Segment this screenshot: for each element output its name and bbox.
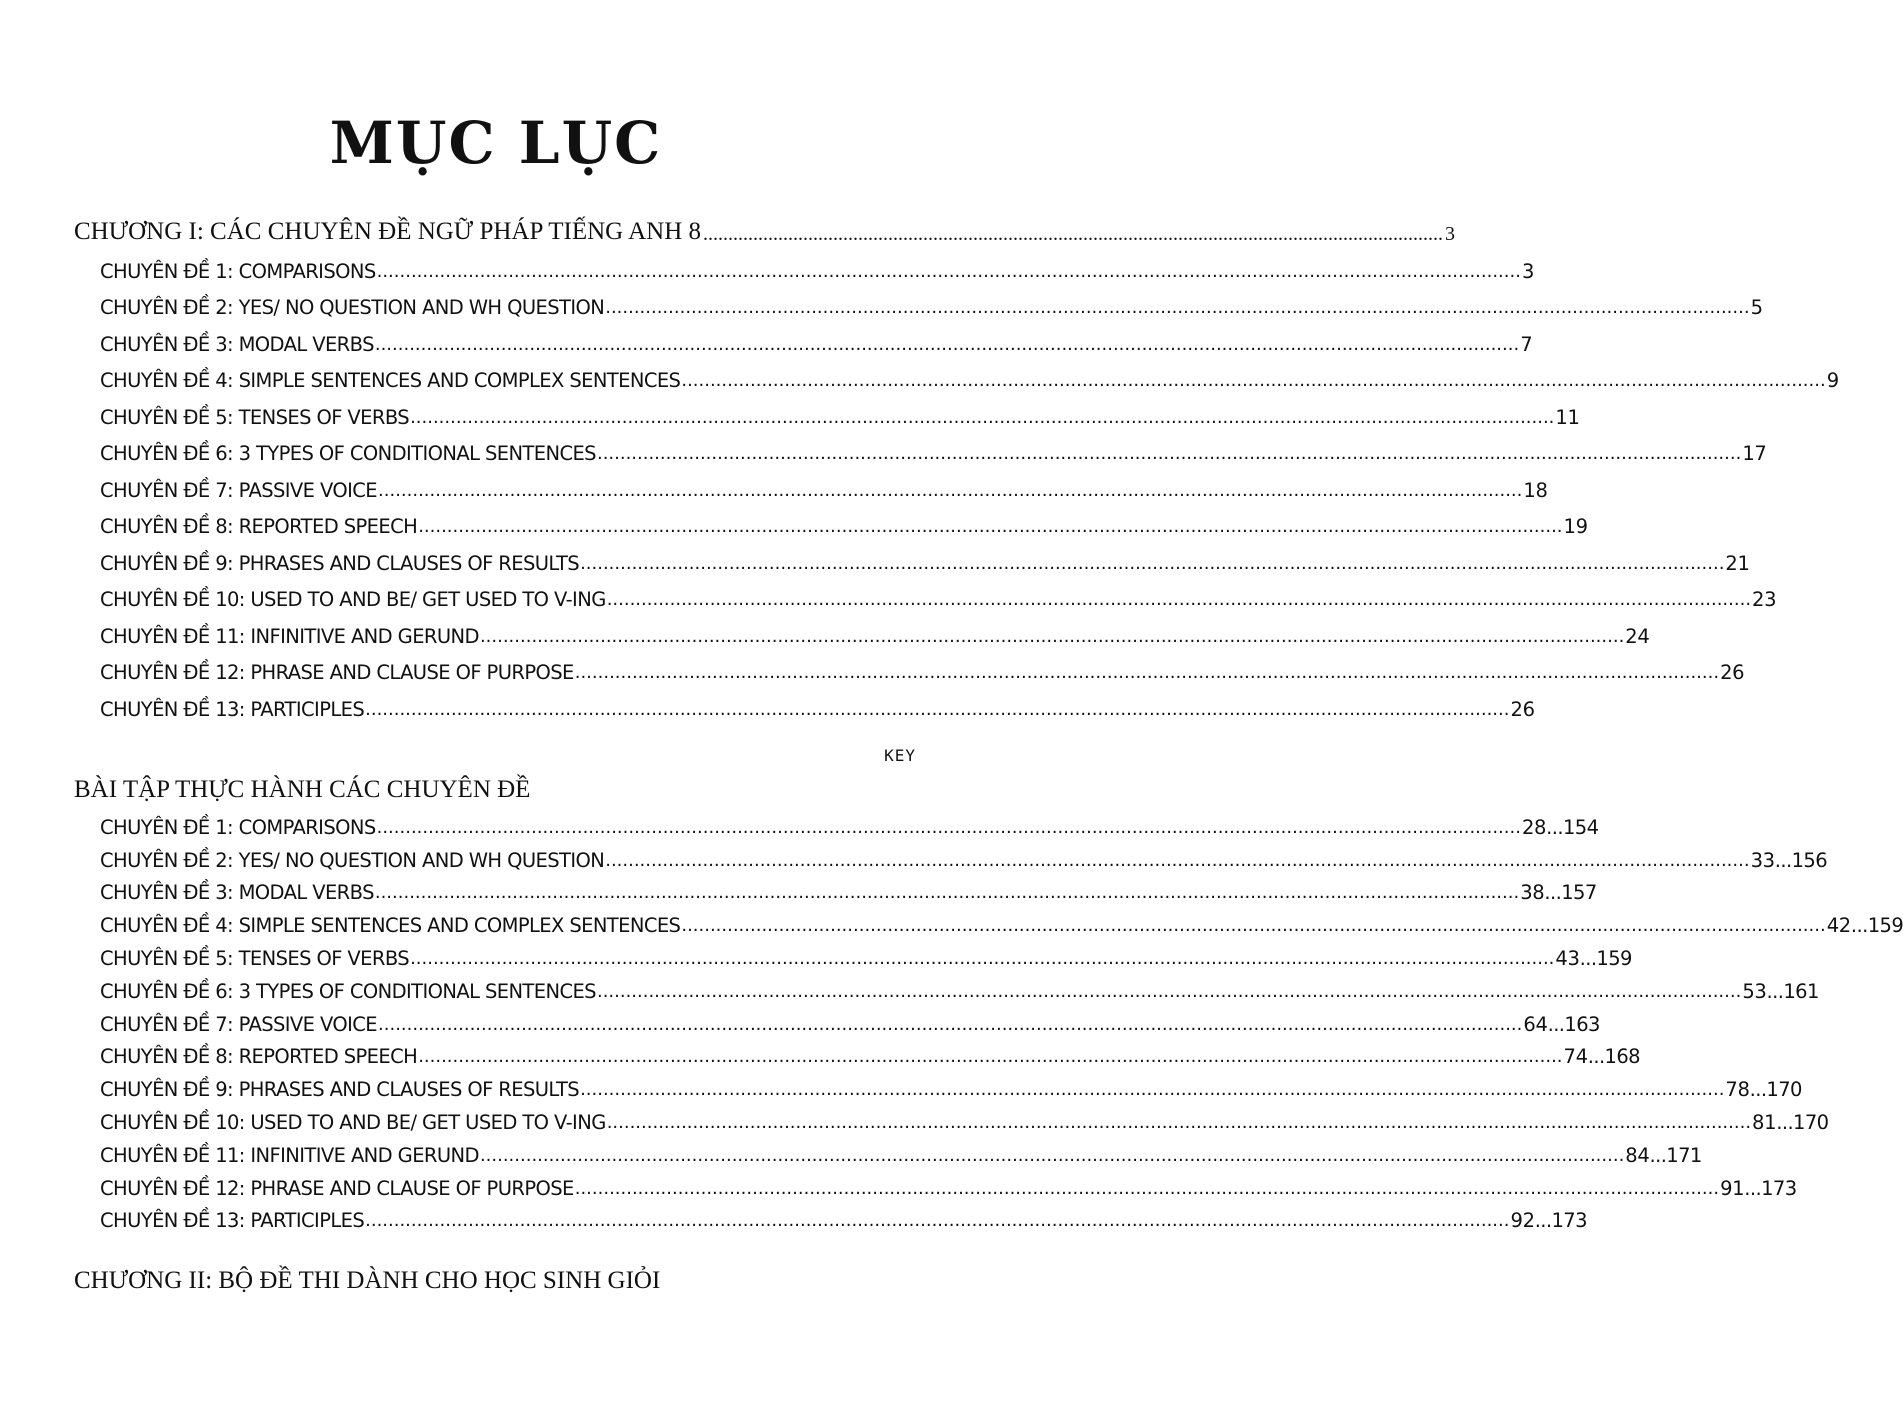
dot-leader: ........................................................................................................................................................................................................: [574, 1177, 1720, 1199]
exercise-entry-lead: [100, 946, 1555, 972]
exercise-entry-lead: [100, 1176, 1720, 1202]
exercise-entry-key-page: ...170: [1776, 1110, 1829, 1134]
exercise-entry-label: CHUYÊN ĐỀ 12: PHRASE AND CLAUSE OF PURPOSE: [100, 1176, 574, 1200]
chapter-1-title: CHƯƠNG I: CÁC CHUYÊN ĐỀ NGỮ PHÁP TIẾNG ANH 8: [74, 218, 702, 245]
exercise-entry-key-page: ...163: [1547, 1012, 1600, 1036]
toc-entry[interactable]: [100, 686, 1535, 723]
dot-leader: ....................................................................................................................................................: [703, 223, 1444, 245]
exercise-entry[interactable]: [100, 972, 1819, 1005]
toc-entry[interactable]: [100, 613, 1650, 650]
toc-entry-label: CHUYÊN ĐỀ 2: YES/ NO QUESTION AND WH QUESTION: [100, 296, 605, 319]
exercise-entry[interactable]: [100, 874, 1597, 907]
exercise-entry-page: 64: [1523, 1012, 1548, 1036]
exercise-entry-label: CHUYÊN ĐỀ 6: 3 TYPES OF CONDITIONAL SENTENCES: [100, 979, 596, 1003]
dot-leader: ........................................................................................................................................................................................................: [374, 882, 1520, 904]
toc-entry-page: 9: [1826, 369, 1839, 392]
toc-entry-label: CHUYÊN ĐỀ 11: INFINITIVE AND GERUND: [100, 624, 479, 648]
exercise-entry-page: 92: [1510, 1209, 1535, 1233]
dot-leader: ........................................................................................................................................................................................................: [376, 260, 1521, 282]
toc-entry-page: 19: [1563, 515, 1588, 538]
toc-entry-label: CHUYÊN ĐỀ 1: COMPARISONS: [100, 259, 376, 283]
toc-entry[interactable]: [100, 394, 1580, 431]
exercise-entry-lead: [100, 1077, 1725, 1103]
dot-leader: ........................................................................................................................................................................................................: [580, 552, 1725, 574]
exercise-entry-label: CHUYÊN ĐỀ 1: COMPARISONS: [100, 815, 376, 839]
exercise-entry[interactable]: [100, 841, 1827, 874]
exercise-entry[interactable]: [100, 1103, 1829, 1136]
exercise-entry-page: 78: [1725, 1078, 1750, 1102]
key-column-header: KEY: [884, 746, 916, 765]
section-2-title: BÀI TẬP THỰC HÀNH CÁC CHUYÊN ĐỀ: [74, 776, 531, 803]
exercise-entry-lead: [100, 1044, 1564, 1070]
exercise-entry-key-page: ...168: [1587, 1045, 1640, 1069]
dot-leader: ........................................................................................................................................................................................................: [410, 406, 1555, 428]
exercise-entry-label: CHUYÊN ĐỀ 9: PHRASES AND CLAUSES OF RESULTS: [100, 1078, 580, 1102]
toc-entry[interactable]: [100, 321, 1533, 358]
dot-leader: ........................................................................................................................................................................................................: [410, 947, 1555, 969]
exercise-entry-lead: [100, 815, 1522, 841]
dot-leader: ........................................................................................................................................................................................................: [378, 1013, 1523, 1035]
exercise-entry-key-page: ...173: [1534, 1209, 1587, 1233]
exercise-entry-lead: [100, 848, 1751, 874]
exercise-entry-page: 84: [1625, 1143, 1650, 1167]
exercise-entry-key-page: ...161: [1766, 979, 1819, 1003]
exercise-entry-label: CHUYÊN ĐỀ 10: USED TO AND BE/ GET USED TO V-ING: [100, 1110, 606, 1134]
exercise-entry-page: 38: [1520, 881, 1545, 905]
toc-entry-page: 23: [1752, 588, 1777, 611]
toc-entry[interactable]: [100, 248, 1535, 285]
exercise-entry-lead: [100, 880, 1520, 906]
exercise-entry[interactable]: [100, 1005, 1600, 1038]
exercise-entry-label: CHUYÊN ĐỀ 5: TENSES OF VERBS: [100, 946, 410, 970]
exercise-entry-lead: [100, 1012, 1523, 1038]
toc-entry[interactable]: [100, 540, 1750, 577]
exercise-entry-page: 74: [1563, 1045, 1588, 1069]
toc-entry-page: 11: [1555, 405, 1580, 429]
toc-entry[interactable]: [100, 285, 1763, 322]
dot-leader: ........................................................................................................................................................................................................: [606, 1111, 1752, 1133]
exercise-entry[interactable]: [100, 939, 1632, 972]
exercise-entry[interactable]: [100, 1038, 1640, 1071]
exercise-entry-label: CHUYÊN ĐỀ 8: REPORTED SPEECH: [100, 1045, 418, 1069]
exercise-entry-label: CHUYÊN ĐỀ 7: PASSIVE VOICE: [100, 1012, 378, 1036]
exercise-entry-lead: [100, 1110, 1752, 1136]
chapter-1-toc: [100, 248, 1839, 723]
exercise-entry-label: CHUYÊN ĐỀ 13: PARTICIPLES: [100, 1209, 365, 1233]
exercise-entry-lead: [100, 979, 1742, 1005]
toc-entry[interactable]: [100, 650, 1745, 687]
toc-entry-label: CHUYÊN ĐỀ 8: REPORTED SPEECH: [100, 515, 418, 538]
toc-entry[interactable]: [100, 358, 1839, 395]
dot-leader: ........................................................................................................................................................................................................: [596, 980, 1742, 1002]
exercise-entry-key-page: ...154: [1546, 815, 1599, 839]
chapter-1-entry[interactable]: [74, 214, 1456, 248]
toc-entry[interactable]: [100, 577, 1777, 614]
exercise-entry-page: 43: [1555, 946, 1580, 970]
dot-leader: ........................................................................................................................................................................................................: [418, 1046, 1563, 1068]
toc-entry[interactable]: [100, 431, 1767, 468]
exercise-entry-key-page: ...171: [1649, 1143, 1702, 1167]
exercise-entry[interactable]: [100, 1070, 1802, 1103]
toc-entry-label: CHUYÊN ĐỀ 3: MODAL VERBS: [100, 332, 374, 356]
toc-entry-label: CHUYÊN ĐỀ 4: SIMPLE SENTENCES AND COMPLEX SENTENCES: [100, 369, 681, 392]
chapter-2-title[interactable]: CHƯƠNG II: BỘ ĐỀ THI DÀNH CHO HỌC SINH GIỎI: [74, 1267, 661, 1294]
exercise-entry[interactable]: [100, 1202, 1587, 1235]
toc-entry-label: CHUYÊN ĐỀ 13: PARTICIPLES: [100, 697, 365, 721]
dot-leader: ........................................................................................................................................................................................................: [365, 1210, 1510, 1232]
exercise-entry-label: CHUYÊN ĐỀ 2: YES/ NO QUESTION AND WH QUESTION: [100, 848, 605, 872]
exercise-entry-key-page: ...159: [1579, 946, 1632, 970]
exercise-entry[interactable]: [100, 808, 1599, 841]
toc-entry-page: 5: [1750, 296, 1763, 319]
exercise-entry-lead: [100, 1208, 1510, 1234]
page-title: MỤC LỤC: [329, 109, 663, 177]
toc-entry-page: 3: [1521, 259, 1535, 283]
toc-entry[interactable]: [100, 504, 1588, 541]
exercise-entry-page: 91: [1720, 1176, 1745, 1200]
toc-entry-page: 24: [1625, 624, 1650, 648]
toc-entry-page: 18: [1523, 478, 1548, 502]
exercise-entry[interactable]: [100, 1169, 1797, 1202]
exercise-entry-lead: [100, 1143, 1625, 1169]
exercise-entry-key-page: ...173: [1744, 1176, 1797, 1200]
exercise-entry-page: 33: [1750, 848, 1775, 872]
toc-entry-label: CHUYÊN ĐỀ 7: PASSIVE VOICE: [100, 478, 378, 502]
dot-leader: ........................................................................................................................................................................................................: [681, 370, 1826, 391]
exercise-entry[interactable]: [100, 906, 1903, 939]
dot-leader: ........................................................................................................................................................................................................: [479, 1144, 1625, 1166]
dot-leader: ........................................................................................................................................................................................................: [605, 297, 1750, 318]
dot-leader: ........................................................................................................................................................................................................: [376, 816, 1521, 838]
toc-entry-label: CHUYÊN ĐỀ 12: PHRASE AND CLAUSE OF PURPOSE: [100, 661, 574, 684]
dot-leader: ........................................................................................................................................................................................................: [681, 915, 1826, 937]
exercise-entry-key-page: ...170: [1749, 1078, 1802, 1102]
exercise-entry-page: 53: [1742, 979, 1767, 1003]
dot-leader: ........................................................................................................................................................................................................: [580, 1079, 1725, 1101]
exercise-entry-page: 42: [1826, 914, 1851, 938]
toc-entry-page: 26: [1510, 697, 1535, 721]
dot-leader: ........................................................................................................................................................................................................: [606, 589, 1752, 610]
dot-leader: ........................................................................................................................................................................................................: [374, 333, 1520, 355]
exercise-entry-key-page: ...157: [1544, 881, 1597, 905]
toc-entry-label: CHUYÊN ĐỀ 6: 3 TYPES OF CONDITIONAL SENTENCES: [100, 442, 596, 465]
dot-leader: ........................................................................................................................................................................................................: [574, 662, 1720, 683]
toc-entry-page: 26: [1720, 661, 1745, 684]
exercise-entry-label: CHUYÊN ĐỀ 11: INFINITIVE AND GERUND: [100, 1143, 479, 1167]
dot-leader: ........................................................................................................................................................................................................: [378, 479, 1523, 501]
dot-leader: ........................................................................................................................................................................................................: [418, 516, 1563, 537]
exercise-entry-key-page: ...156: [1774, 848, 1827, 872]
exercise-entry-page: 28: [1521, 815, 1547, 839]
exercise-entry-key-page: ...159: [1850, 914, 1903, 938]
dot-leader: ........................................................................................................................................................................................................: [365, 698, 1510, 720]
exercise-entry-page: 81: [1752, 1110, 1777, 1134]
exercise-entry[interactable]: [100, 1136, 1702, 1169]
toc-entry[interactable]: [100, 467, 1548, 504]
exercises-toc: [100, 808, 1903, 1234]
dot-leader: ........................................................................................................................................................................................................: [479, 625, 1625, 647]
dot-leader: ........................................................................................................................................................................................................: [605, 849, 1750, 871]
toc-entry-label: CHUYÊN ĐỀ 10: USED TO AND BE/ GET USED TO V-ING: [100, 588, 606, 611]
exercise-entry-lead: [100, 913, 1827, 939]
toc-entry-page: 17: [1742, 442, 1767, 465]
exercise-entry-label: CHUYÊN ĐỀ 4: SIMPLE SENTENCES AND COMPLEX SENTENCES: [100, 914, 681, 938]
toc-entry-page: 7: [1520, 332, 1533, 356]
toc-entry-label: CHUYÊN ĐỀ 9: PHRASES AND CLAUSES OF RESULTS: [100, 551, 580, 575]
toc-entry-page: 21: [1725, 551, 1750, 575]
exercise-entry-label: CHUYÊN ĐỀ 3: MODAL VERBS: [100, 881, 374, 905]
toc-entry-label: CHUYÊN ĐỀ 5: TENSES OF VERBS: [100, 405, 410, 429]
chapter-1-page: 3: [1445, 223, 1456, 245]
dot-leader: ........................................................................................................................................................................................................: [596, 443, 1742, 464]
